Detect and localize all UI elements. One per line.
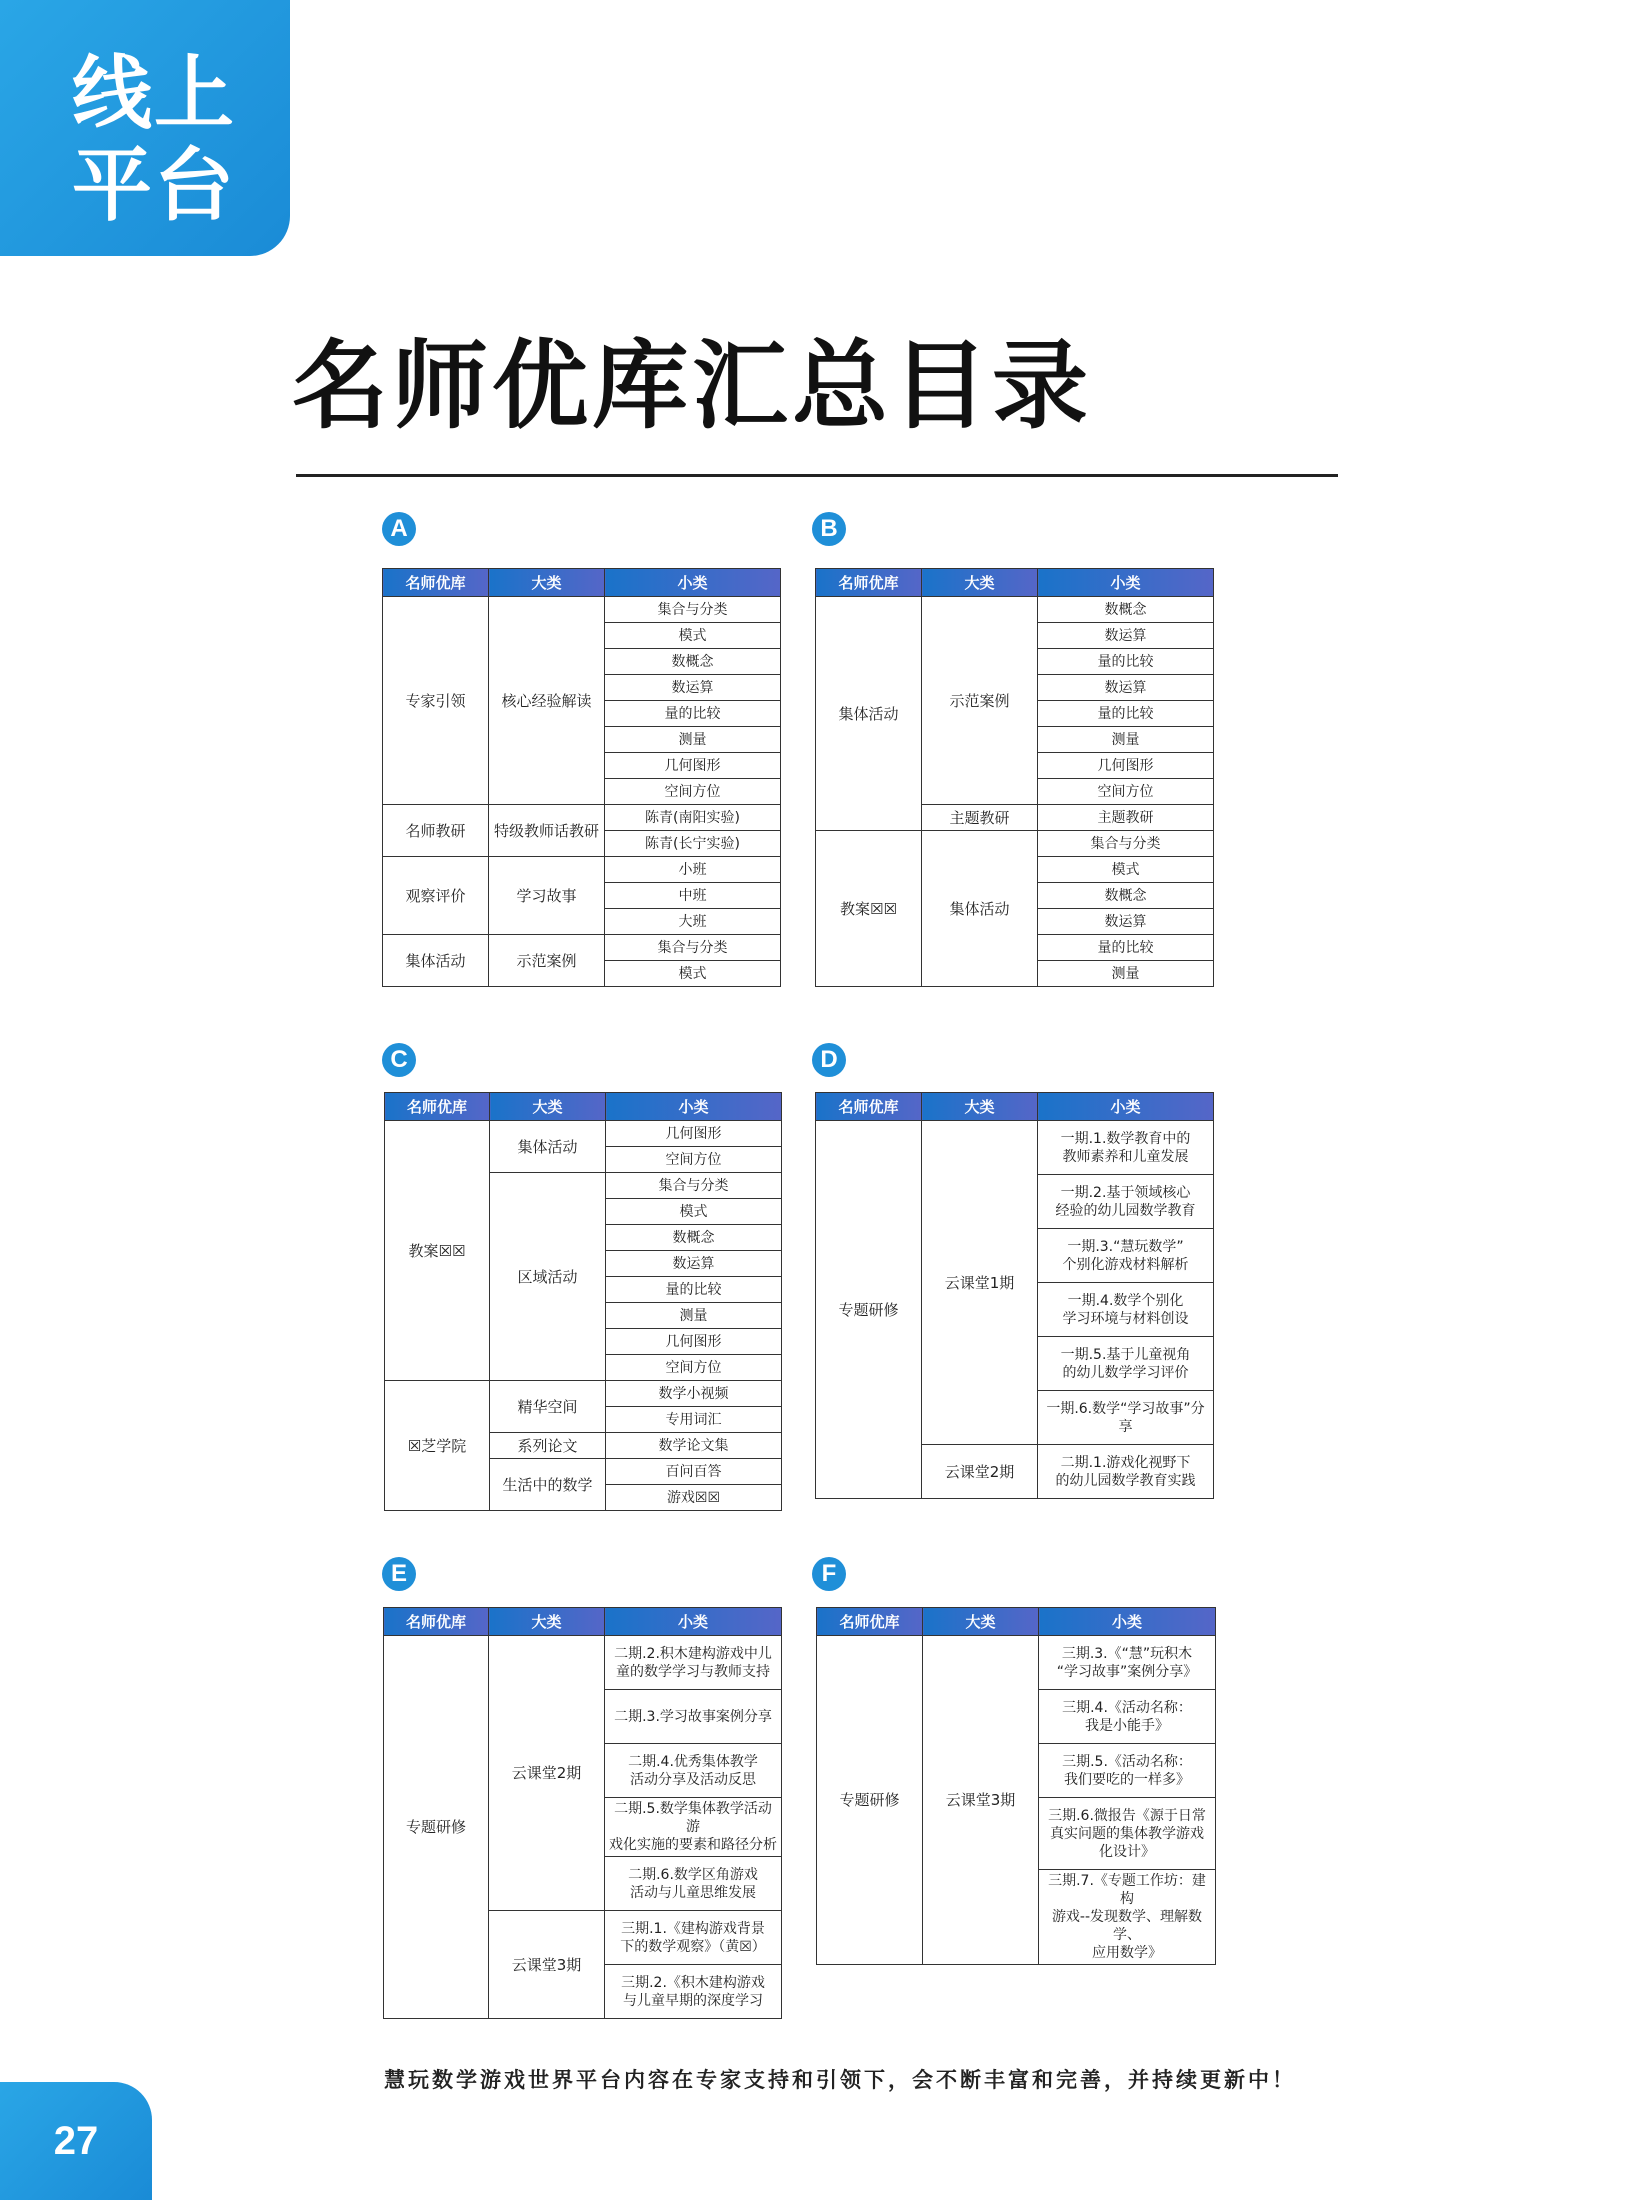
subcategory-cell: 几何图形 bbox=[606, 1329, 782, 1355]
subcategory-cell: 一期.2.基于领域核心 经验的幼儿园数学教育 bbox=[1038, 1175, 1214, 1229]
page-number: 27 bbox=[0, 2082, 152, 2200]
subcategory-cell: 集合与分类 bbox=[606, 1173, 782, 1199]
subcategory-cell: 测量 bbox=[605, 727, 781, 753]
header-subcategory: 小类 bbox=[605, 1608, 782, 1636]
category-cell: 生活中的数学 bbox=[490, 1459, 606, 1511]
subcategory-cell: 量的比较 bbox=[1038, 935, 1214, 961]
category-cell: 云课堂3期 bbox=[923, 1636, 1039, 1965]
library-cell: 集体活动 bbox=[383, 935, 489, 987]
category-cell: 云课堂3期 bbox=[489, 1911, 605, 2019]
header-subcategory: 小类 bbox=[1039, 1608, 1216, 1636]
table-row bbox=[383, 935, 781, 961]
header-category: 大类 bbox=[489, 569, 605, 597]
header-category: 大类 bbox=[922, 569, 1038, 597]
subcategory-cell: 模式 bbox=[605, 961, 781, 987]
header-library: 名师优库 bbox=[385, 1093, 490, 1121]
category-cell: 示范案例 bbox=[489, 935, 605, 987]
subcategory-cell: 模式 bbox=[605, 623, 781, 649]
badge-a: A bbox=[382, 512, 416, 546]
subcategory-cell: 陈青(长宁实验) bbox=[605, 831, 781, 857]
header-subcategory: 小类 bbox=[606, 1093, 782, 1121]
header-library: 名师优库 bbox=[816, 569, 922, 597]
subcategory-cell: 量的比较 bbox=[1038, 701, 1214, 727]
table-row bbox=[816, 1121, 1214, 1175]
subcategory-cell: 空间方位 bbox=[1038, 779, 1214, 805]
subcategory-cell: 二期.2.积木建构游戏中儿 童的数学学习与教师支持 bbox=[605, 1636, 782, 1690]
subcategory-cell: 数概念 bbox=[605, 649, 781, 675]
section-tab-line2: 平台 bbox=[72, 139, 236, 232]
table-row bbox=[816, 597, 1214, 623]
catalog-table-e bbox=[383, 1607, 782, 2019]
subcategory-cell: 一期.5.基于儿童视角 的幼儿数学学习评价 bbox=[1038, 1337, 1214, 1391]
subcategory-cell: 二期.3.学习故事案例分享 bbox=[605, 1690, 782, 1744]
category-cell: 特级教师话教研 bbox=[489, 805, 605, 857]
subcategory-cell: 空间方位 bbox=[605, 779, 781, 805]
page-title: 名师优库汇总目录 bbox=[292, 330, 1092, 442]
subcategory-cell: 测量 bbox=[1038, 727, 1214, 753]
catalog-table-a bbox=[382, 568, 781, 987]
category-cell: 精华空间 bbox=[490, 1381, 606, 1433]
subcategory-cell: 数概念 bbox=[1038, 597, 1214, 623]
subcategory-cell: 数运算 bbox=[1038, 623, 1214, 649]
subcategory-cell: 几何图形 bbox=[605, 753, 781, 779]
subcategory-cell: 集合与分类 bbox=[605, 935, 781, 961]
header-category: 大类 bbox=[923, 1608, 1039, 1636]
header-library: 名师优库 bbox=[383, 569, 489, 597]
subcategory-cell: 一期.3.“慧玩数学” 个别化游戏材料解析 bbox=[1038, 1229, 1214, 1283]
category-cell: 系列论文 bbox=[490, 1433, 606, 1459]
category-cell: 集体活动 bbox=[490, 1121, 606, 1173]
footer-note: 慧玩数学游戏世界平台内容在专家支持和引领下，会不断丰富和完善，并持续更新中！ bbox=[384, 2068, 1296, 2092]
library-cell: 观察评价 bbox=[383, 857, 489, 935]
header-library: 名师优库 bbox=[817, 1608, 923, 1636]
badge-f: F bbox=[812, 1557, 846, 1591]
subcategory-cell: 三期.4.《活动名称： 我是小能手》 bbox=[1039, 1690, 1216, 1744]
catalog-table-c bbox=[384, 1092, 782, 1511]
subcategory-cell: 三期.6.微报告《源于日常 真实问题的集体教学游戏 化设计》 bbox=[1039, 1798, 1216, 1870]
subcategory-cell: 三期.5.《活动名称： 我们要吃的一样多》 bbox=[1039, 1744, 1216, 1798]
header-category: 大类 bbox=[489, 1608, 605, 1636]
header-subcategory: 小类 bbox=[605, 569, 781, 597]
badge-e: E bbox=[382, 1557, 416, 1591]
subcategory-cell: 数运算 bbox=[1038, 909, 1214, 935]
subcategory-cell: 中班 bbox=[605, 883, 781, 909]
header-category: 大类 bbox=[922, 1093, 1038, 1121]
badge-b: B bbox=[812, 512, 846, 546]
table-row bbox=[816, 831, 1214, 857]
subcategory-cell: 模式 bbox=[1038, 857, 1214, 883]
library-cell: 教案☒☒ bbox=[385, 1121, 490, 1381]
subcategory-cell: 几何图形 bbox=[1038, 753, 1214, 779]
subcategory-cell: 二期.1.游戏化视野下 的幼儿园数学教育实践 bbox=[1038, 1445, 1214, 1499]
library-cell: 专题研修 bbox=[384, 1636, 489, 2019]
subcategory-cell: 几何图形 bbox=[606, 1121, 782, 1147]
header-subcategory: 小类 bbox=[1038, 1093, 1214, 1121]
library-cell: 集体活动 bbox=[816, 597, 922, 831]
subcategory-cell: 模式 bbox=[606, 1199, 782, 1225]
table-row bbox=[383, 805, 781, 831]
subcategory-cell: 二期.4.优秀集体教学 活动分享及活动反思 bbox=[605, 1744, 782, 1798]
catalog-table-d bbox=[815, 1092, 1214, 1499]
header-category: 大类 bbox=[490, 1093, 606, 1121]
subcategory-cell: 一期.6.数学“学习故事”分享 bbox=[1038, 1391, 1214, 1445]
library-cell: 专题研修 bbox=[817, 1636, 923, 1965]
subcategory-cell: 空间方位 bbox=[606, 1147, 782, 1173]
table-row bbox=[384, 1636, 782, 1690]
subcategory-cell: 集合与分类 bbox=[1038, 831, 1214, 857]
subcategory-cell: 量的比较 bbox=[605, 701, 781, 727]
category-cell: 云课堂2期 bbox=[922, 1445, 1038, 1499]
subcategory-cell: 主题教研 bbox=[1038, 805, 1214, 831]
subcategory-cell: 大班 bbox=[605, 909, 781, 935]
subcategory-cell: 一期.1.数学教育中的 教师素养和儿童发展 bbox=[1038, 1121, 1214, 1175]
subcategory-cell: 数学论文集 bbox=[606, 1433, 782, 1459]
category-cell: 云课堂2期 bbox=[489, 1636, 605, 1911]
subcategory-cell: 三期.2.《积木建构游戏 与儿童早期的深度学习 bbox=[605, 1965, 782, 2019]
subcategory-cell: 三期.1.《建构游戏背景 下的数学观察》（黄☒） bbox=[605, 1911, 782, 1965]
subcategory-cell: 量的比较 bbox=[606, 1277, 782, 1303]
subcategory-cell: 数概念 bbox=[1038, 883, 1214, 909]
subcategory-cell: 二期.5.数学集体教学活动游 戏化实施的要素和路径分析 bbox=[605, 1798, 782, 1857]
subcategory-cell: 小班 bbox=[605, 857, 781, 883]
category-cell: 集体活动 bbox=[922, 831, 1038, 987]
table-row bbox=[385, 1121, 782, 1147]
subcategory-cell: 空间方位 bbox=[606, 1355, 782, 1381]
category-cell: 主题教研 bbox=[922, 805, 1038, 831]
badge-c: C bbox=[382, 1043, 416, 1077]
section-tab-line1: 线上 bbox=[72, 47, 236, 140]
subcategory-cell: 百问百答 bbox=[606, 1459, 782, 1485]
title-divider bbox=[296, 474, 1338, 477]
header-library: 名师优库 bbox=[816, 1093, 922, 1121]
table-row bbox=[817, 1636, 1216, 1690]
category-cell: 示范案例 bbox=[922, 597, 1038, 805]
badge-d: D bbox=[812, 1043, 846, 1077]
subcategory-cell: 数运算 bbox=[605, 675, 781, 701]
subcategory-cell: 集合与分类 bbox=[605, 597, 781, 623]
subcategory-cell: 量的比较 bbox=[1038, 649, 1214, 675]
subcategory-cell: 专用词汇 bbox=[606, 1407, 782, 1433]
subcategory-cell: 一期.4.数学个别化 学习环境与材料创设 bbox=[1038, 1283, 1214, 1337]
subcategory-cell: 测量 bbox=[606, 1303, 782, 1329]
library-cell: 专题研修 bbox=[816, 1121, 922, 1499]
catalog-table-f bbox=[816, 1607, 1216, 1965]
table-row bbox=[383, 597, 781, 623]
table-row bbox=[385, 1381, 782, 1407]
subcategory-cell: 数运算 bbox=[606, 1251, 782, 1277]
subcategory-cell: 三期.7.《专题工作坊：建构 游戏--发现数学、理解数学、 应用数学》 bbox=[1039, 1870, 1216, 1965]
subcategory-cell: 数学小视频 bbox=[606, 1381, 782, 1407]
section-tab bbox=[0, 0, 290, 256]
subcategory-cell: 测量 bbox=[1038, 961, 1214, 987]
library-cell: 名师教研 bbox=[383, 805, 489, 857]
category-cell: 云课堂1期 bbox=[922, 1121, 1038, 1445]
header-subcategory: 小类 bbox=[1038, 569, 1214, 597]
catalog-table-b bbox=[815, 568, 1214, 987]
library-cell: ☒芝学院 bbox=[385, 1381, 490, 1511]
table-row bbox=[383, 857, 781, 883]
category-cell: 核心经验解读 bbox=[489, 597, 605, 805]
library-cell: 专家引领 bbox=[383, 597, 489, 805]
library-cell: 教案☒☒ bbox=[816, 831, 922, 987]
category-cell: 学习故事 bbox=[489, 857, 605, 935]
subcategory-cell: 二期.6.数学区角游戏 活动与儿童思维发展 bbox=[605, 1857, 782, 1911]
category-cell: 区域活动 bbox=[490, 1173, 606, 1381]
subcategory-cell: 陈青(南阳实验) bbox=[605, 805, 781, 831]
subcategory-cell: 数运算 bbox=[1038, 675, 1214, 701]
subcategory-cell: 三期.3.《“慧”玩积木 “学习故事”案例分享》 bbox=[1039, 1636, 1216, 1690]
subcategory-cell: 游戏☒☒ bbox=[606, 1485, 782, 1511]
subcategory-cell: 数概念 bbox=[606, 1225, 782, 1251]
header-library: 名师优库 bbox=[384, 1608, 489, 1636]
